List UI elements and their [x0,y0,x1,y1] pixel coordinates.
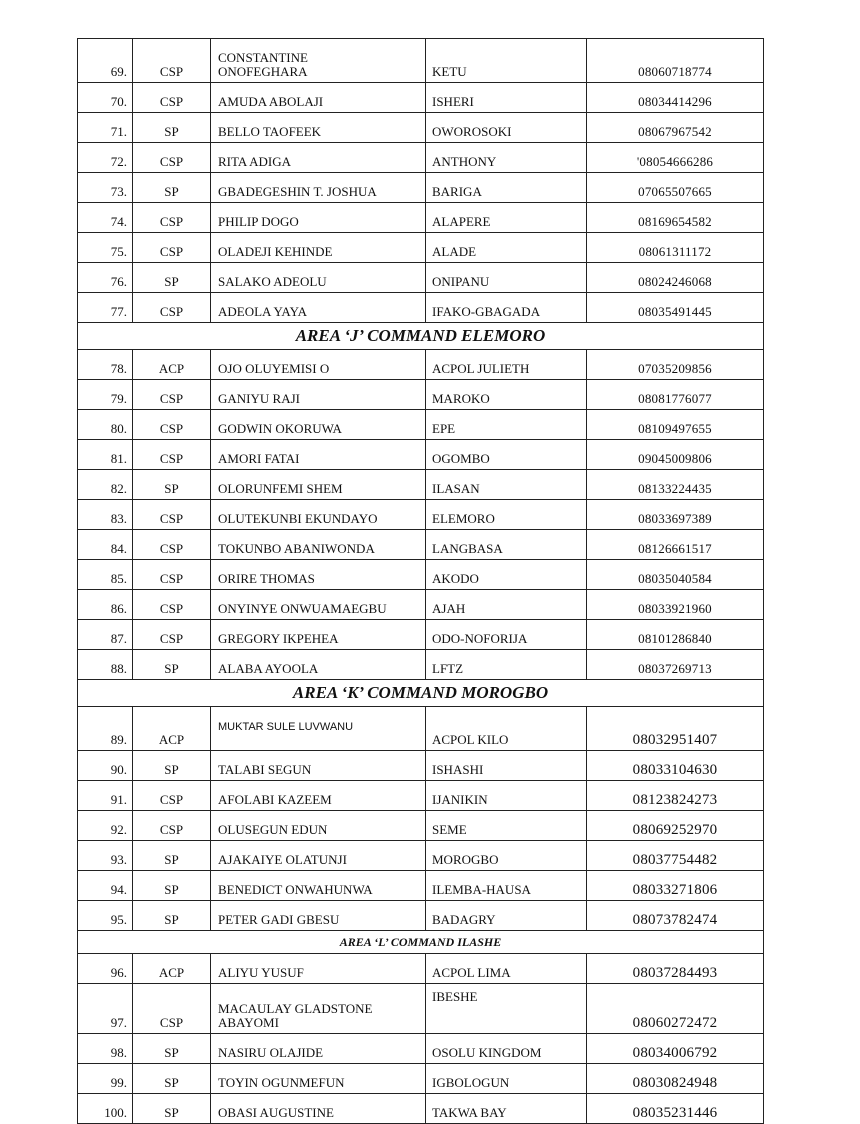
serial-number-cell: 77. [78,293,133,323]
table-row [78,143,764,173]
table-row [78,781,764,811]
table-row [78,39,764,83]
rank-cell: CSP [133,590,211,620]
location-cell: IFAKO-GBAGADA [426,293,587,323]
serial-number-cell: 78. [78,350,133,380]
location-cell: IBESHE [426,984,587,1034]
officer-name-line: MACAULAY GLADSTONE [218,1001,373,1016]
table-row [78,620,764,650]
officer-name-line: GODWIN OKORUWA [218,421,342,436]
officer-name-cell [211,83,426,113]
officer-name-cell [211,984,426,1034]
officer-name-line: OLADEJI KEHINDE [218,244,333,259]
table-row [78,650,764,680]
rank-cell: ACP [133,707,211,751]
area-command-header-row [78,323,764,350]
rank-cell: CSP [133,203,211,233]
serial-number-cell: 71. [78,113,133,143]
serial-number-cell: 74. [78,203,133,233]
rank-cell: CSP [133,620,211,650]
rank-cell: CSP [133,440,211,470]
location-cell: BARIGA [426,173,587,203]
rank-cell: SP [133,470,211,500]
table-row [78,233,764,263]
table-row [78,530,764,560]
officer-name-line: ONYINYE ONWUAMAEGBU [218,601,387,616]
officer-name-line: ADEOLA YAYA [218,304,307,319]
officer-name-line: ABAYOMI [218,1015,279,1030]
officer-name-line: PETER GADI GBESU [218,912,340,927]
rank-cell: SP [133,841,211,871]
serial-number-cell: 81. [78,440,133,470]
serial-number-cell: 94. [78,871,133,901]
officer-name-line: ALABA AYOOLA [218,661,319,676]
area-command-header-row [78,931,764,954]
phone-number-cell: 08169654582 [587,203,764,233]
officer-name-cell [211,410,426,440]
rank-cell: ACP [133,954,211,984]
location-cell: ALAPERE [426,203,587,233]
table-row [78,811,764,841]
officer-name-cell [211,440,426,470]
officer-name-line: OLUSEGUN EDUN [218,822,328,837]
phone-number-cell: 08060718774 [587,39,764,83]
serial-number-cell: 86. [78,590,133,620]
officer-name-line: RITA ADIGA [218,154,291,169]
phone-number-cell: 08032951407 [587,707,764,751]
officer-name-cell [211,781,426,811]
location-cell: AKODO [426,560,587,590]
location-cell: ILASAN [426,470,587,500]
table-row [78,560,764,590]
officer-name-line: TALABI SEGUN [218,762,312,777]
officer-name-cell [211,954,426,984]
table-row [78,954,764,984]
serial-number-cell: 76. [78,263,133,293]
rank-cell: CSP [133,530,211,560]
officer-name-cell [211,380,426,410]
rank-cell: CSP [133,410,211,440]
location-cell: LFTZ [426,650,587,680]
rank-cell: SP [133,173,211,203]
officer-name-cell [211,203,426,233]
serial-number-cell: 99. [78,1064,133,1094]
serial-number-cell: 98. [78,1034,133,1064]
serial-number-cell: 75. [78,233,133,263]
officer-name-line: BENEDICT ONWAHUNWA [218,882,373,897]
officer-name-line: ALIYU YUSUF [218,965,304,980]
rank-cell: SP [133,113,211,143]
phone-number-cell: 08033921960 [587,590,764,620]
rank-cell: SP [133,871,211,901]
rank-cell: CSP [133,83,211,113]
table-row [78,440,764,470]
location-cell: IGBOLOGUN [426,1064,587,1094]
serial-number-cell: 82. [78,470,133,500]
officer-name-line: OJO OLUYEMISI O [218,361,330,376]
phone-number-cell: 08081776077 [587,380,764,410]
officer-name-line: PHILIP DOGO [218,214,299,229]
officer-name-cell [211,590,426,620]
location-cell: KETU [426,39,587,83]
location-cell: ALADE [426,233,587,263]
officer-name-cell [211,707,426,751]
location-cell: OWOROSOKI [426,113,587,143]
table-row [78,173,764,203]
location-cell: EPE [426,410,587,440]
table-row [78,1034,764,1064]
rank-cell: CSP [133,380,211,410]
location-cell: MAROKO [426,380,587,410]
location-cell: OGOMBO [426,440,587,470]
serial-number-cell: 100. [78,1094,133,1124]
officer-name-cell [211,113,426,143]
phone-number-cell: 08037284493 [587,954,764,984]
officer-name-cell [211,841,426,871]
officer-name-cell [211,560,426,590]
location-cell: IJANIKIN [426,781,587,811]
phone-number-cell: 08034006792 [587,1034,764,1064]
phone-number-cell: 07065507665 [587,173,764,203]
phone-number-cell: 08035040584 [587,560,764,590]
roster-body [78,39,764,1124]
phone-number-cell: 08030824948 [587,1064,764,1094]
phone-number-cell: 07035209856 [587,350,764,380]
officer-name-cell [211,233,426,263]
location-cell: ISHERI [426,83,587,113]
location-cell: ODO-NOFORIJA [426,620,587,650]
table-row [78,113,764,143]
serial-number-cell: 93. [78,841,133,871]
table-row [78,410,764,440]
location-cell: ONIPANU [426,263,587,293]
phone-number-cell: 08126661517 [587,530,764,560]
table-row [78,380,764,410]
officer-roster-table [77,38,764,1124]
table-row [78,1064,764,1094]
rank-cell: CSP [133,560,211,590]
serial-number-cell: 97. [78,984,133,1034]
table-row [78,263,764,293]
location-cell: SEME [426,811,587,841]
rank-cell: SP [133,1034,211,1064]
phone-number-cell: 08073782474 [587,901,764,931]
table-row [78,590,764,620]
officer-name-line: AFOLABI KAZEEM [218,792,332,807]
rank-cell: CSP [133,293,211,323]
officer-name-line: ORIRE THOMAS [218,571,315,586]
phone-number-cell: 08109497655 [587,410,764,440]
phone-number-cell: 08133224435 [587,470,764,500]
rank-cell: CSP [133,143,211,173]
rank-cell: CSP [133,233,211,263]
area-command-heading: AREA ‘K’ COMMAND MOROGBO [78,680,764,707]
location-cell: ANTHONY [426,143,587,173]
phone-number-cell: 08024246068 [587,263,764,293]
table-row [78,901,764,931]
serial-number-cell: 90. [78,751,133,781]
serial-number-cell: 80. [78,410,133,440]
officer-name-cell [211,811,426,841]
officer-name-line: AMORI FATAI [218,451,300,466]
serial-number-cell: 87. [78,620,133,650]
serial-number-cell: 91. [78,781,133,811]
serial-number-cell: 92. [78,811,133,841]
officer-name-cell [211,1094,426,1124]
serial-number-cell: 69. [78,39,133,83]
phone-number-cell: 08035491445 [587,293,764,323]
serial-number-cell: 89. [78,707,133,751]
location-cell: BADAGRY [426,901,587,931]
phone-number-cell: 08123824273 [587,781,764,811]
officer-name-cell [211,143,426,173]
officer-name-cell [211,500,426,530]
officer-name-cell [211,173,426,203]
rank-cell: CSP [133,39,211,83]
location-cell: ACPOL KILO [426,707,587,751]
officer-name-line: MUKTAR SULE LUVWANU [218,721,354,733]
phone-number-cell: 08101286840 [587,620,764,650]
phone-number-cell: 09045009806 [587,440,764,470]
officer-name-line: BELLO TAOFEEK [218,124,322,139]
officer-name-cell [211,751,426,781]
officer-name-cell [211,1034,426,1064]
phone-number-cell: 08067967542 [587,113,764,143]
officer-name-line: AMUDA ABOLAJI [218,94,324,109]
rank-cell: CSP [133,984,211,1034]
location-cell: OSOLU KINGDOM [426,1034,587,1064]
officer-name-cell [211,470,426,500]
location-cell: LANGBASA [426,530,587,560]
location-cell: ILEMBA-HAUSA [426,871,587,901]
serial-number-cell: 83. [78,500,133,530]
serial-number-cell: 73. [78,173,133,203]
officer-name-line: OLORUNFEMI SHEM [218,481,343,496]
phone-number-cell: 08034414296 [587,83,764,113]
officer-name-cell [211,530,426,560]
location-cell: ELEMORO [426,500,587,530]
officer-name-line: OLUTEKUNBI EKUNDAYO [218,511,378,526]
officer-name-cell [211,901,426,931]
serial-number-cell: 70. [78,83,133,113]
area-command-heading: AREA ‘J’ COMMAND ELEMORO [78,323,764,350]
area-command-header-row [78,680,764,707]
rank-cell: ACP [133,350,211,380]
rank-cell: SP [133,1064,211,1094]
officer-name-line: ONOFEGHARA [218,64,308,79]
officer-name-line: AJAKAIYE OLATUNJI [218,852,347,867]
table-row [78,293,764,323]
rank-cell: SP [133,1094,211,1124]
officer-name-cell [211,350,426,380]
table-row [78,707,764,751]
phone-number-cell: 08061311172 [587,233,764,263]
officer-name-cell [211,620,426,650]
table-row [78,83,764,113]
rank-cell: SP [133,901,211,931]
officer-name-line: OBASI AUGUSTINE [218,1105,334,1120]
phone-number-cell: 08037754482 [587,841,764,871]
officer-name-cell [211,871,426,901]
table-row [78,350,764,380]
table-row [78,500,764,530]
area-command-heading: AREA ‘L’ COMMAND ILASHE [78,931,764,954]
table-row [78,203,764,233]
officer-name-line: GBADEGESHIN T. JOSHUA [218,184,377,199]
phone-number-cell: '08054666286 [587,143,764,173]
table-row [78,751,764,781]
officer-name-cell [211,293,426,323]
location-cell: ISHASHI [426,751,587,781]
phone-number-cell: 08033104630 [587,751,764,781]
officer-name-cell [211,263,426,293]
officer-name-cell [211,39,426,83]
table-row [78,470,764,500]
location-cell: TAKWA BAY [426,1094,587,1124]
table-row [78,871,764,901]
officer-name-line: TOYIN OGUNMEFUN [218,1075,345,1090]
officer-name-line: TOKUNBO ABANIWONDA [218,541,375,556]
serial-number-cell: 95. [78,901,133,931]
rank-cell: CSP [133,811,211,841]
officer-name-line: GREGORY IKPEHEA [218,631,339,646]
phone-number-cell: 08033697389 [587,500,764,530]
phone-number-cell: 08037269713 [587,650,764,680]
serial-number-cell: 96. [78,954,133,984]
phone-number-cell: 08035231446 [587,1094,764,1124]
location-cell: ACPOL LIMA [426,954,587,984]
serial-number-cell: 72. [78,143,133,173]
rank-cell: CSP [133,781,211,811]
serial-number-cell: 79. [78,380,133,410]
officer-name-line: GANIYU RAJI [218,391,300,406]
serial-number-cell: 88. [78,650,133,680]
serial-number-cell: 84. [78,530,133,560]
rank-cell: CSP [133,500,211,530]
serial-number-cell: 85. [78,560,133,590]
officer-name-cell [211,1064,426,1094]
location-cell: AJAH [426,590,587,620]
phone-number-cell: 08069252970 [587,811,764,841]
location-cell: ACPOL JULIETH [426,350,587,380]
rank-cell: SP [133,650,211,680]
table-row [78,984,764,1034]
phone-number-cell: 08033271806 [587,871,764,901]
officer-name-line: NASIRU OLAJIDE [218,1045,324,1060]
table-row [78,841,764,871]
phone-number-cell: 08060272472 [587,984,764,1034]
officer-name-cell [211,650,426,680]
officer-name-line: SALAKO ADEOLU [218,274,327,289]
table-row [78,1094,764,1124]
rank-cell: SP [133,751,211,781]
officer-name-line: CONSTANTINE [218,50,308,65]
location-cell: MOROGBO [426,841,587,871]
rank-cell: SP [133,263,211,293]
